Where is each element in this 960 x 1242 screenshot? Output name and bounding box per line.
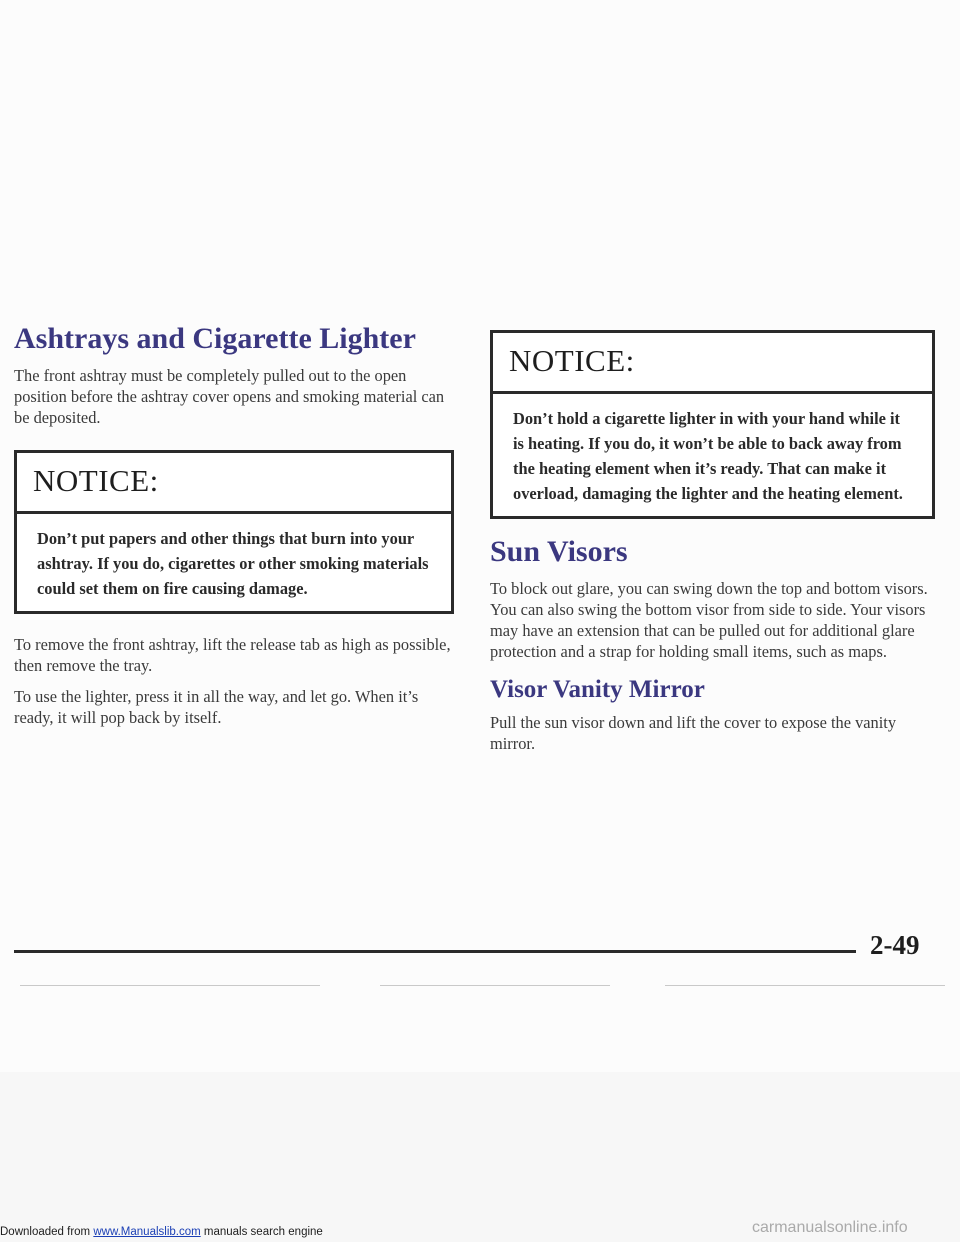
scan-artifact-line: [20, 985, 320, 986]
vanity-mirror-paragraph: Pull the sun visor down and lift the cover to expose the vanity mirror.: [490, 712, 897, 753]
footer-rule: [14, 950, 856, 953]
page-number: 2-49: [870, 930, 920, 960]
notice-title: NOTICE:: [493, 333, 932, 394]
ashtray-intro: The front ashtray must be completely pulled out to the open position before the ashtray cover opens and smoking material can be deposited.: [14, 366, 445, 427]
sun-visors-heading: Sun Visors: [490, 535, 628, 568]
right-column: [490, 322, 935, 764]
lighter-paragraph: To use the lighter, press it in all the way, and let go. When it’s ready, it will pop back by itself.: [14, 687, 419, 727]
sun-visors-paragraph: To block out glare, you can swing down the top and bottom visors. You can also swing the bottom visor from side to side. Your visors may have an extension that can be pulled out for additional glare protection and a strap for holding small items, such as maps.: [490, 579, 928, 661]
vanity-mirror-heading: Visor Vanity Mirror: [490, 676, 705, 703]
remove-ashtray-paragraph: To remove the front ashtray, lift the release tab as high as possible, then remove the tray.: [14, 635, 451, 675]
notice-box-ashtray: [14, 450, 454, 614]
scan-artifact-line: [380, 985, 610, 986]
notice-box-lighter: [490, 330, 935, 519]
manualslib-link[interactable]: www.Manualslib.com: [93, 1226, 201, 1238]
left-column: [14, 322, 454, 738]
footer-suffix: manuals search engine: [200, 1226, 323, 1238]
watermark: carmanualsonline.info: [752, 1219, 908, 1236]
footer-prefix: Downloaded from: [0, 1226, 94, 1238]
scan-artifact-line: [665, 985, 945, 986]
notice-title: NOTICE:: [17, 453, 451, 514]
notice-text: Don’t put papers and other things that burn into your ashtray. If you do, cigarettes or other smoking materials could set them on fire causing damage.: [37, 529, 429, 598]
notice-text: Don’t hold a cigarette lighter in with your hand while it is heating. If you do, it won’t be able to back away from the heating element when it’s ready. That can make it overload, damaging the lighter and the heating element.: [513, 409, 903, 503]
ashtrays-heading: Ashtrays and Cigarette Lighter: [14, 322, 416, 355]
download-footer: [0, 1226, 323, 1238]
footer-bar: [0, 1072, 960, 1242]
